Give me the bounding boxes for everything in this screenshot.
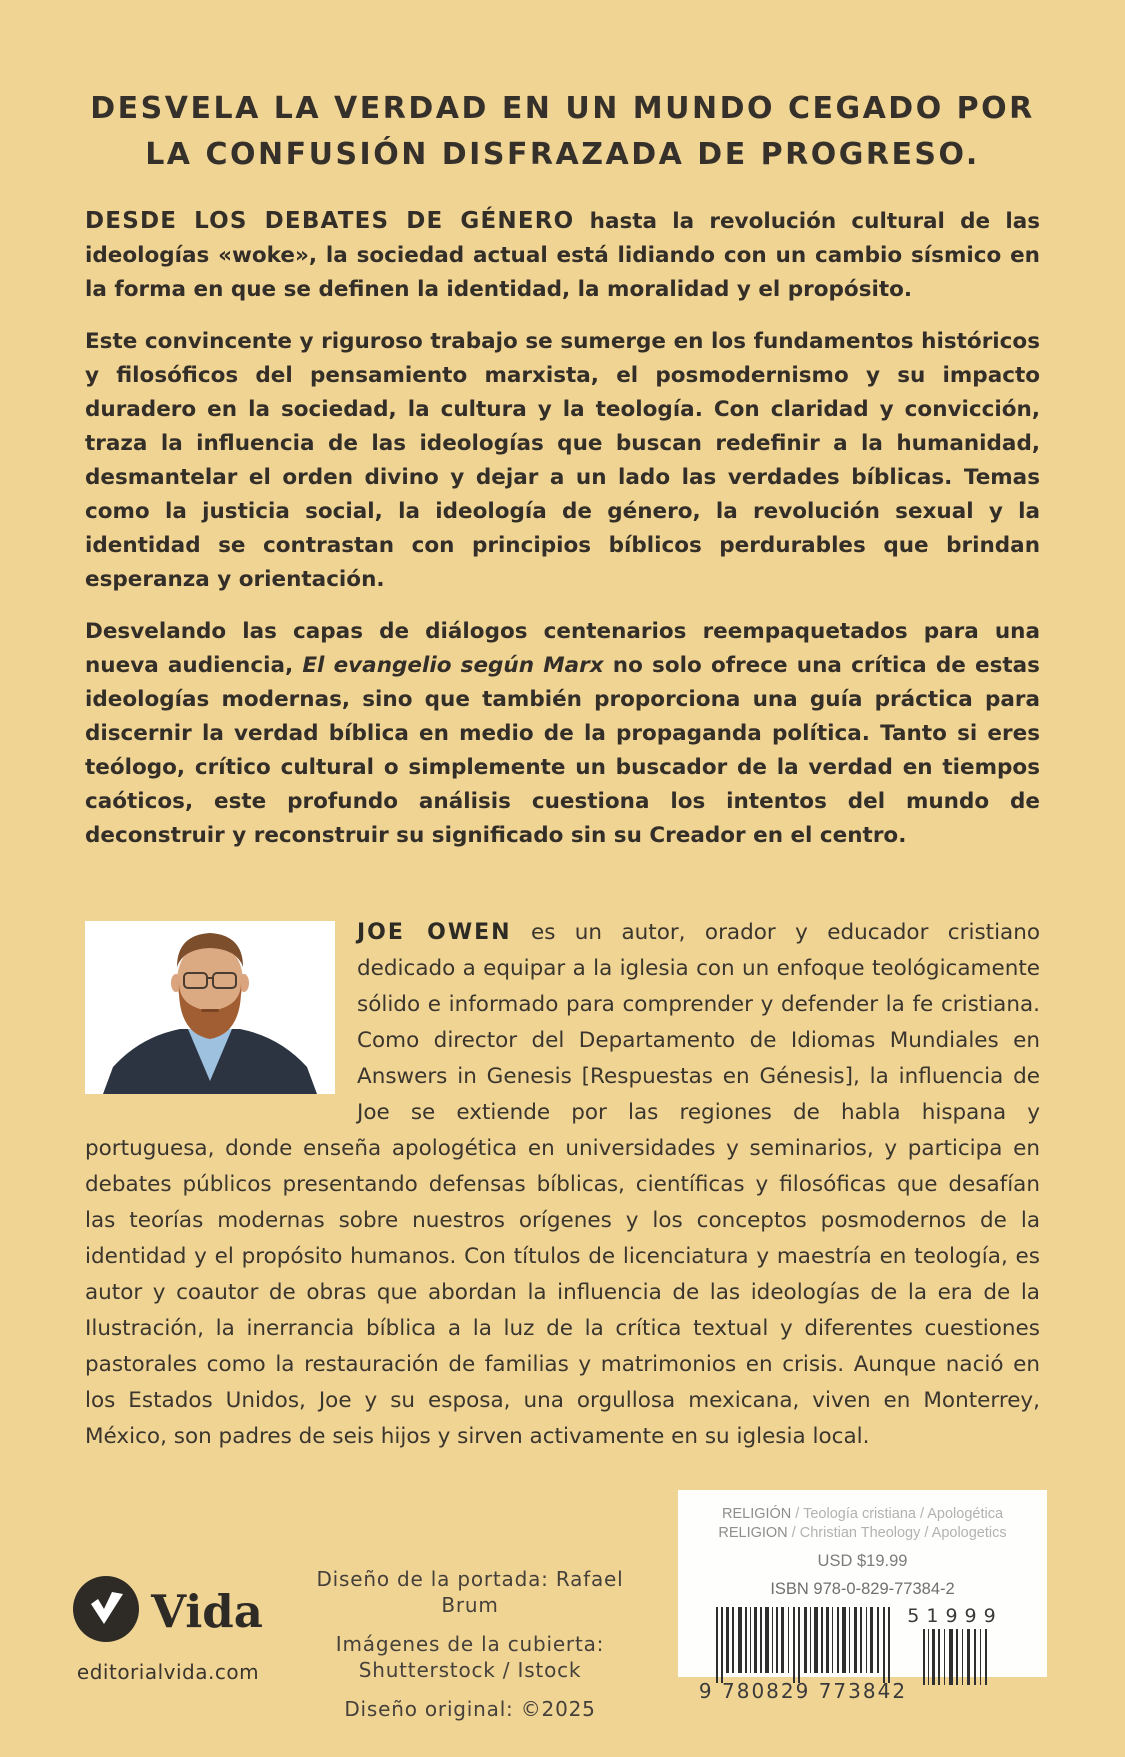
category-en-label: RELIGION <box>718 1525 788 1541</box>
synopsis-p3-before: Desvelando las capas de diálogos centenarios reempaquetados para una nueva audiencia, <box>85 619 1040 678</box>
category-en-detail: / Christian Theology / Apologetics <box>787 1525 1007 1541</box>
author-bio-body: es un autor, orador y educador cristiano dedicado a equipar a la iglesia con un enfoque teológicamente sólido e informado para comprender y defender la fe cristiana. Como director del Departamento de Idiomas Mundiales en Answers in Genesis [Respuestas en Génesis], la influencia de Joe se extiende por las regiones de habla hispana y portuguesa, donde enseña apologética en universidades y seminarios, y participa en debates públicos presentando defensas bíblicas, científicas y filosóficas que desafían las teorías modernas sobre nuestros orígenes y los conceptos posmodernos de la identidad y el propósito humanos. Con títulos de licenciatura y maestría en teología, es autor y coautor de obras que abordan la influencia de las ideologías de la era de la Ilustración, la inerrancia bíblica a la luz de la crítica textual y diferentes cuestiones pastorales como la restauración de familias y matrimonios en crisis. Aunque nació en los Estados Unidos, Joe y su esposa, una orgullosa mexicana, viven en Monterrey, México, son padres de seis hijos y sirven activamente en su iglesia local. <box>85 920 1041 1449</box>
retail-info-box <box>678 1490 1047 1701</box>
headline-line1: DESVELA LA VERDAD EN UN MUNDO CEGADO POR <box>90 91 1035 126</box>
synopsis-p3-after: no solo ofrece una crítica de estas ideologías modernas, sino que también proporciona una guía práctica para discernir la verdad bíblica en medio de la propaganda política. Tanto si eres teólogo, crítico cultural o simplemente un buscador de la verdad en tiempos caóticos, este profundo análisis cuestiona los intentos del mundo de deconstruir y reconstruir su significado sin su Creador en el centro. <box>85 653 1040 848</box>
author-photo <box>85 921 335 1094</box>
category-line-es <box>678 1490 1047 1524</box>
credit-cover-images-label: Imágenes de la cubierta: <box>335 1632 605 1656</box>
synopsis-paragraph-3 <box>85 615 1040 853</box>
price: USD $19.99 <box>817 1552 908 1570</box>
synopsis-lead-in: DESDE LOS DEBATES DE GÉNERO <box>85 208 575 234</box>
publisher-logo <box>58 1576 278 1646</box>
publisher-wordmark: Vida <box>151 1584 263 1638</box>
book-back-cover <box>0 86 1125 1455</box>
category-es-detail: / Teología cristiana / Apologética <box>791 1506 1004 1522</box>
book-title-italic: El evangelio según Marx <box>302 653 604 678</box>
ean-supplement-digits: 51999 <box>906 1605 1003 1627</box>
credit-original-design: Diseño original: ©2025 <box>344 1697 596 1721</box>
credit-cover-design: Diseño de la portada: Rafael Brum <box>316 1567 624 1617</box>
author-name: JOE OWEN <box>357 920 512 945</box>
category-line-en <box>678 1524 1047 1543</box>
ean-digits: 9 780829 773842 <box>698 1679 907 1701</box>
publisher-website: editorialvida.com <box>76 1660 260 1684</box>
synopsis <box>85 204 1040 853</box>
isbn: ISBN 978-0-829-77384-2 <box>770 1580 955 1598</box>
category-es-label: RELIGIÓN <box>721 1506 792 1522</box>
credit-cover-images-source: Shutterstock / Istock <box>358 1658 582 1682</box>
ean-barcode <box>678 1605 1047 1706</box>
vida-logo-icon <box>73 1576 139 1646</box>
synopsis-paragraph-1 <box>85 204 1040 307</box>
headline <box>85 86 1040 178</box>
author-bio <box>85 915 1040 1455</box>
headline-line2: LA CONFUSIÓN DISFRAZADA DE PROGRESO. <box>145 137 980 172</box>
synopsis-paragraph-2: Este convincente y riguroso trabajo se sumerge en los fundamentos históricos y filosóficos del pensamiento marxista, el posmodernismo y su impacto duradero en la sociedad, la cultura y la teología. Con claridad y convicción, traza la influencia de las ideologías que buscan redefinir a la humanidad, desmantelar el orden divino y dejar a un lado las verdades bíblicas. Temas como la justicia social, la ideología de género, la revolución sexual y la identidad se contrastan con principios bíblicos perdurables que brindan esperanza y orientación. <box>85 329 1040 592</box>
credits-block <box>290 1566 650 1722</box>
publisher-block <box>58 1576 278 1684</box>
synopsis-p1-text: hasta la revolución cultural de las ideologías «woke», la sociedad actual está lidiando con un cambio sísmico en la forma en que se definen la identidad, la moralidad y el propósito. <box>85 209 1041 302</box>
